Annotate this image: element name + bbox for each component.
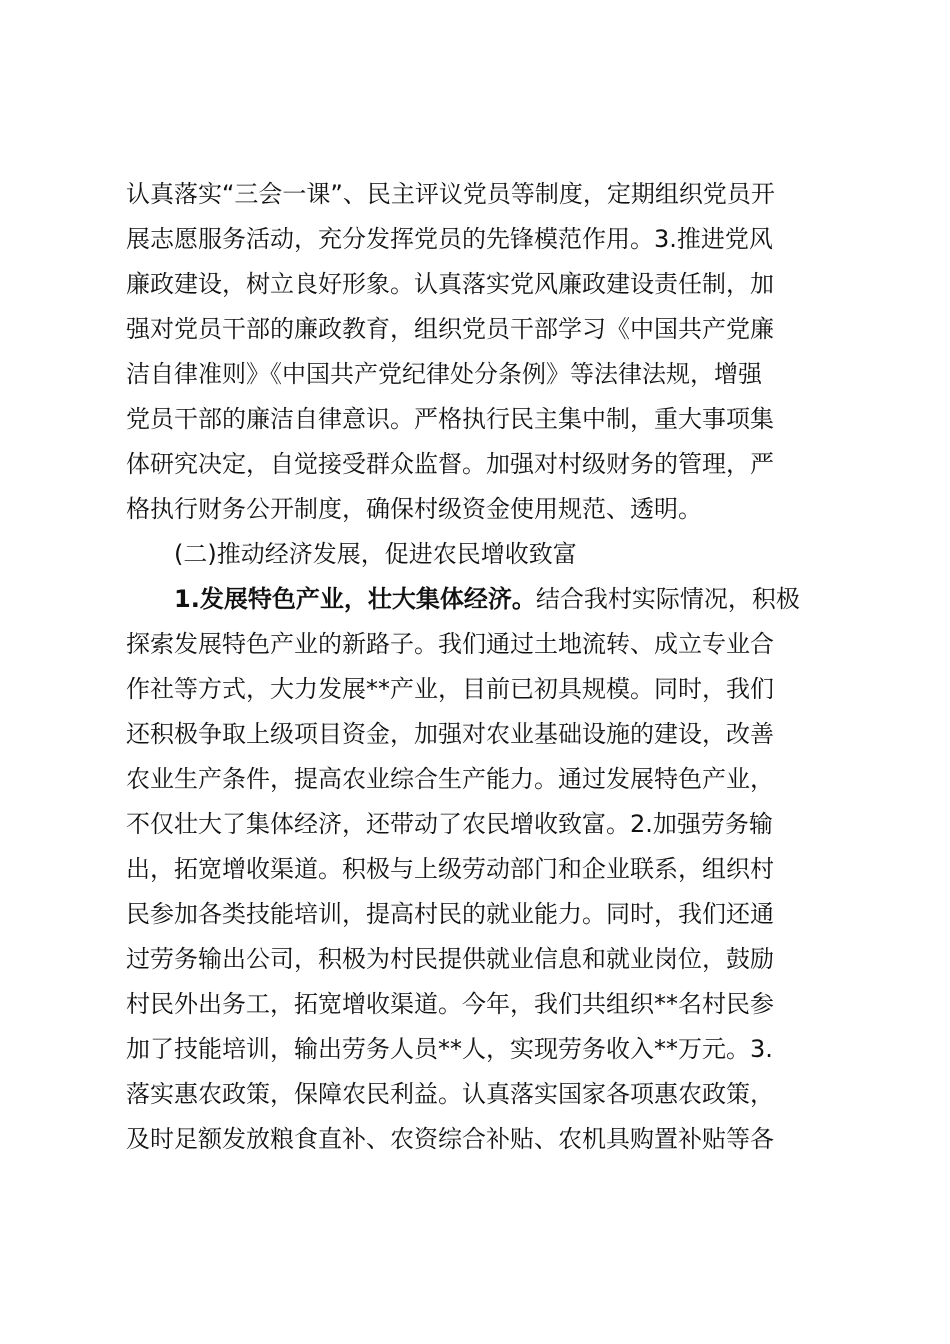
text-line: 还积极争取上级项目资金，加强对农业基础设施的建设，改善: [126, 720, 774, 748]
text-line: 洁自律准则》《中国共产党纪律处分条例》等法律法规，增强: [126, 360, 762, 388]
text-line: 及时足额发放粮食直补、农资综合补贴、农机具购置补贴等各: [126, 1125, 774, 1153]
text-line: 探索发展特色产业的新路子。我们通过土地流转、成立专业合: [126, 630, 774, 658]
text-line: 加了技能培训，输出劳务人员**人，实现劳务收入**万元。3.: [126, 1035, 773, 1063]
text-line: 认真落实“三会一课”、民主评议党员等制度，定期组织党员开: [126, 180, 775, 208]
text-line: 出，拓宽增收渠道。积极与上级劳动部门和企业联系，组织村: [126, 855, 774, 883]
text-line: 展志愿服务活动，充分发挥党员的先锋模范作用。3.推进党风: [126, 225, 773, 253]
text-line: 农业生产条件，提高农业综合生产能力。通过发展特色产业，: [126, 765, 774, 793]
document-body: [126, 172, 826, 1162]
paragraph-first-line: [126, 577, 826, 622]
text-line: 体研究决定，自觉接受群众监督。加强对村级财务的管理，严: [126, 450, 774, 478]
text-line: 作社等方式，大力发展**产业，目前已初具规模。同时，我们: [126, 675, 774, 703]
text-line: 过劳务输出公司，积极为村民提供就业信息和就业岗位，鼓励: [126, 945, 774, 973]
text-line: 党员干部的廉洁自律意识。严格执行民主集中制，重大事项集: [126, 405, 774, 433]
text-line: 落实惠农政策，保障农民利益。认真落实国家各项惠农政策，: [126, 1080, 774, 1108]
text-line: 民参加各类技能培训，提高村民的就业能力。同时，我们还通: [126, 900, 774, 928]
bold-subheading: 1.发展特色产业，壮大集体经济。: [174, 585, 536, 613]
text-line: 强对党员干部的廉政教育，组织党员干部学习《中国共产党廉: [126, 315, 774, 343]
text-line: 不仅壮大了集体经济，还带动了农民增收致富。2.加强劳务输: [126, 810, 773, 838]
text-line: 村民外出务工，拓宽增收渠道。今年，我们共组织**名村民参: [126, 990, 774, 1018]
text-line: 格执行财务公开制度，确保村级资金使用规范、透明。: [126, 495, 702, 523]
section-heading: (二)推动经济发展，促进农民增收致富: [174, 540, 577, 568]
text-line: 廉政建设，树立良好形象。认真落实党风廉政建设责任制，加: [126, 270, 774, 298]
paragraph-first-line-text: 结合我村实际情况，积极: [535, 585, 800, 613]
